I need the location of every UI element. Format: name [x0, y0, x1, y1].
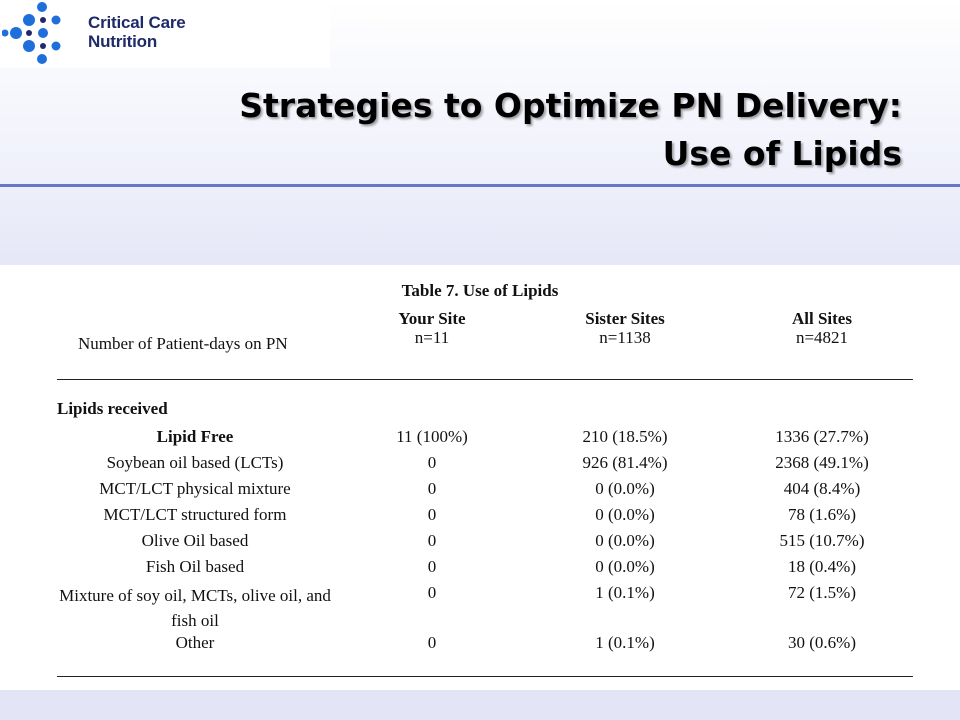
- slide-title-line-1: Strategies to Optimize PN Delivery:: [239, 86, 902, 125]
- row-label: Olive Oil based: [141, 531, 249, 550]
- footer-band: [0, 690, 960, 720]
- cell-sister-sites: 0 (0.0%): [595, 505, 655, 524]
- cell-sister-sites: 1 (0.1%): [595, 633, 655, 652]
- row-label: Soybean oil based (LCTs): [106, 453, 284, 472]
- header-divider: [57, 379, 913, 380]
- section-label: Lipids received: [57, 399, 168, 418]
- cell-your-site: 0: [427, 479, 437, 498]
- column-header-your-site: [362, 309, 502, 347]
- cell-your-site: 0: [427, 557, 437, 576]
- cell-your-site: 0: [427, 531, 437, 550]
- column-name: Your Site: [398, 309, 466, 328]
- logo-line-1: Critical Care: [88, 13, 186, 32]
- cell-all-sites: 78 (1.6%): [788, 505, 856, 524]
- column-name: Sister Sites: [585, 309, 665, 328]
- cell-sister-sites: 0 (0.0%): [595, 531, 655, 550]
- cell-your-site: 11 (100%): [396, 427, 468, 446]
- logo-mark-icon: [2, 2, 68, 64]
- cell-all-sites: 18 (0.4%): [788, 557, 856, 576]
- row-label: Mixture of soy oil, MCTs, olive oil, and fish oil: [59, 586, 331, 630]
- cell-all-sites: 404 (8.4%): [783, 479, 861, 498]
- cell-your-site: 0: [427, 633, 437, 652]
- slide-title-line-2: Use of Lipids: [662, 134, 902, 173]
- cell-sister-sites: 1 (0.1%): [595, 583, 655, 602]
- row-header-label: Number of Patient-days on PN: [78, 334, 288, 353]
- cell-your-site: 0: [427, 505, 437, 524]
- row-label: MCT/LCT physical mixture: [99, 479, 291, 498]
- cell-your-site: 0: [427, 583, 437, 602]
- column-n: n=1138: [599, 328, 651, 347]
- cell-all-sites: 2368 (49.1%): [775, 453, 869, 472]
- cell-your-site: 0: [427, 453, 437, 472]
- cell-all-sites: 515 (10.7%): [779, 531, 865, 550]
- cell-sister-sites: 0 (0.0%): [595, 479, 655, 498]
- cell-sister-sites: 926 (81.4%): [582, 453, 668, 472]
- column-n: n=4821: [795, 328, 849, 347]
- logo-text: [88, 13, 186, 51]
- row-label: Other: [175, 633, 215, 652]
- slide-title: [239, 82, 902, 178]
- column-name: All Sites: [792, 309, 852, 328]
- cell-all-sites: 72 (1.5%): [788, 583, 856, 602]
- cell-sister-sites: 0 (0.0%): [595, 557, 655, 576]
- logo: [0, 0, 330, 68]
- column-n: n=11: [414, 328, 450, 347]
- title-underline: [0, 184, 960, 187]
- table-title: Table 7. Use of Lipids: [401, 281, 559, 300]
- lipids-table: [0, 265, 960, 690]
- column-header-all-sites: [752, 309, 892, 347]
- footer-divider: [57, 676, 913, 677]
- logo-line-2: Nutrition: [88, 32, 158, 51]
- row-label: MCT/LCT structured form: [103, 505, 287, 524]
- row-label: Lipid Free: [156, 427, 234, 446]
- column-header-sister-sites: [555, 309, 695, 347]
- cell-all-sites: 30 (0.6%): [788, 633, 856, 652]
- cell-all-sites: 1336 (27.7%): [775, 427, 869, 446]
- cell-sister-sites: 210 (18.5%): [582, 427, 668, 446]
- row-label: Fish Oil based: [145, 557, 245, 576]
